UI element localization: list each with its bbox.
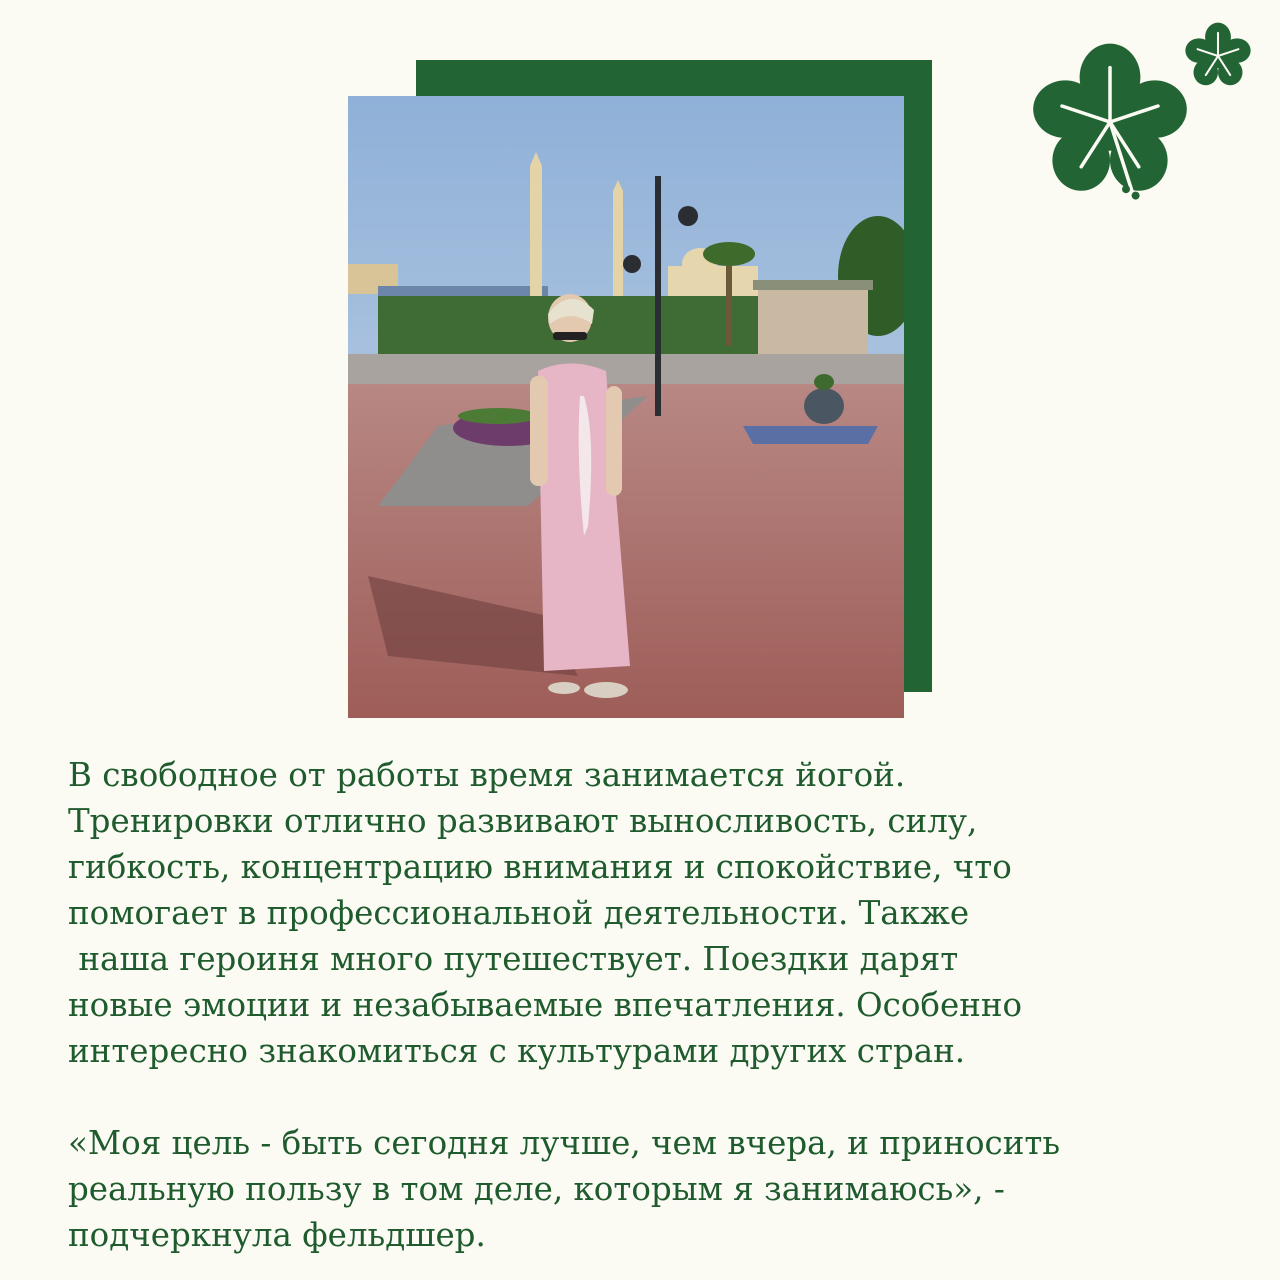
hibiscus-icon — [1030, 42, 1190, 202]
text-line: интересно знакомиться с культурами других стран. — [68, 1032, 966, 1070]
text-line: гибкость, концентрацию внимания и спокойствие, что — [68, 848, 1012, 886]
paragraph-quote — [68, 1120, 1208, 1258]
text-line: Тренировки отлично развивают выносливость, силу, — [68, 802, 978, 840]
text-line: наша героиня много путешествует. Поездки дарят — [68, 940, 959, 978]
text-line: подчеркнула фельдшер. — [68, 1216, 486, 1254]
paragraph-travel — [68, 752, 1208, 1074]
travel-photo — [348, 96, 904, 718]
text-line: новые эмоции и незабываемые впечатления. Особенно — [68, 986, 1023, 1024]
text-line: помогает в профессиональной деятельности. Также — [68, 894, 970, 932]
article-text — [68, 752, 1208, 1258]
text-line: реальную пользу в том деле, которым я занимаюсь», - — [68, 1170, 1005, 1208]
text-line: «Моя цель - быть сегодня лучше, чем вчера, и приносить — [68, 1124, 1061, 1162]
paragraph-gap — [68, 1074, 1208, 1120]
text-line: В свободное от работы время занимается йогой. — [68, 756, 906, 794]
hibiscus-icon — [1184, 22, 1252, 90]
